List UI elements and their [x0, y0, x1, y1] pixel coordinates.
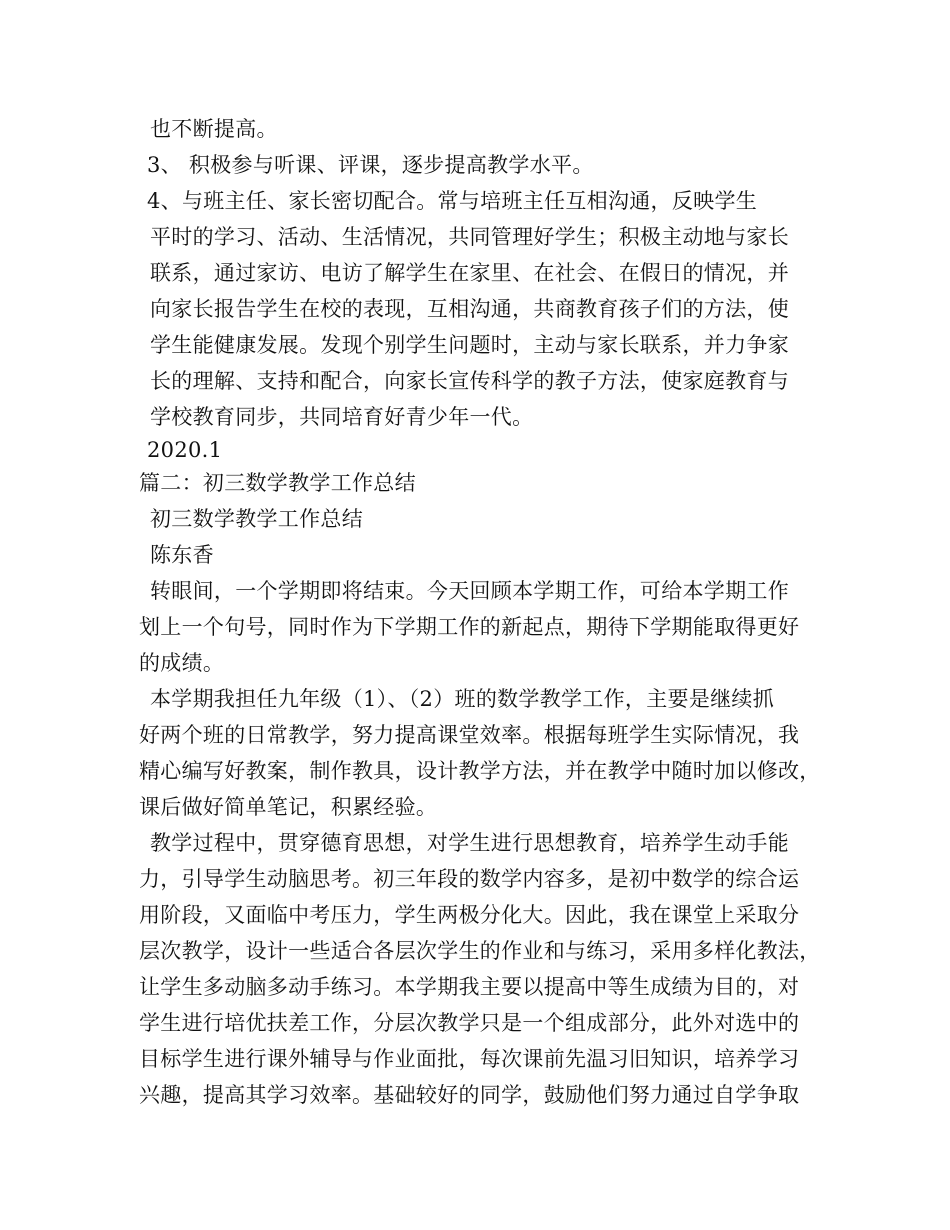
text-line: 层次教学，设计一些适合各层次学生的作业和与练习，采用多样化教法， [139, 939, 821, 963]
text-line: 学生能健康发展。发现个别学生问题时，主动与家长联系，并力争家 [150, 333, 789, 357]
text-line: 教学过程中，贯穿德育思想，对学生进行思想教育，培养学生动手能 [150, 831, 789, 855]
section-heading: 篇二：初三数学教学工作总结 [139, 471, 416, 495]
text-line: 好两个班的日常教学，努力提高课堂效率。根据每班学生实际情况，我 [139, 723, 800, 747]
article-title: 初三数学教学工作总结 [150, 507, 363, 531]
text-line: 也不断提高。 [150, 117, 278, 141]
text-line: 学校教育同步，共同培育好青少年一代。 [150, 405, 534, 429]
text-line: 精心编写好教案，制作教具，设计教学方法，并在教学中随时加以修改， [139, 759, 821, 783]
text-line: 让学生多动脑多动手练习。本学期我主要以提高中等生成绩为目的，对 [139, 975, 800, 999]
text-line: 向家长报告学生在校的表现，互相沟通，共商教育孩子们的方法，使 [150, 297, 789, 321]
text-line: 转眼间，一个学期即将结束。今天回顾本学期工作，可给本学期工作 [150, 579, 789, 603]
text-line: 划上一个句号，同时作为下学期工作的新起点，期待下学期能取得更好 [139, 615, 800, 639]
text-line: 平时的学习、活动、生活情况，共同管理好学生；积极主动地与家长 [150, 225, 789, 249]
text-line: 课后做好简单笔记，积累经验。 [139, 795, 438, 819]
author-name: 陈东香 [150, 543, 214, 567]
text-line: 用阶段，又面临中考压力，学生两极分化大。因此，我在课堂上采取分 [139, 903, 800, 927]
text-line: 联系，通过家访、电访了解学生在家里、在社会、在假日的情况，并 [150, 261, 789, 285]
date-line: 2020.1 [147, 438, 223, 462]
text-line: 学生进行培优扶差工作，分层次教学只是一个组成部分，此外对选中的 [139, 1011, 800, 1035]
text-line: 兴趣，提高其学习效率。基础较好的同学，鼓励他们努力通过自学争取 [139, 1083, 800, 1107]
text-line: 力，引导学生动脑思考。初三年段的数学内容多，是初中数学的综合运 [139, 867, 800, 891]
text-line: 的成绩。 [139, 651, 225, 675]
text-line: 4、与班主任、家长密切配合。常与培班主任互相沟通，反映学生 [147, 189, 758, 213]
text-line: 3、 积极参与听课、评课，逐步提高教学水平。 [147, 153, 594, 177]
text-line: 本学期我担任九年级（1）、（2）班的数学教学工作，主要是继续抓 [150, 687, 775, 711]
text-line: 长的理解、支持和配合，向家长宣传科学的教子方法，使家庭教育与 [150, 369, 789, 393]
text-line: 目标学生进行课外辅导与作业面批，每次课前先温习旧知识，培养学习 [139, 1047, 800, 1071]
